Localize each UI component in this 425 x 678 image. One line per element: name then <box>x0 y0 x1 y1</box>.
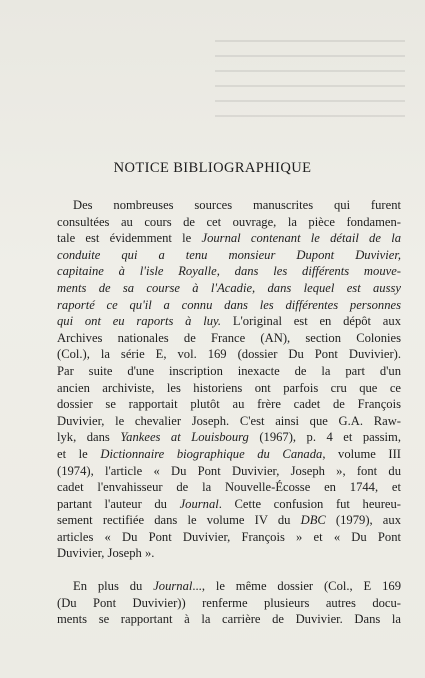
text-line: (1974), l'article « Du Pont Duvivier, Joseph », font du <box>57 463 401 478</box>
text-line: cadet l'envahisseur de la Nouvelle-Écosse en 1744, et <box>57 480 401 495</box>
show-through-text <box>215 40 405 130</box>
text-line: dossier se rapportait plutôt au frère cadet de François <box>57 397 401 412</box>
text-line: Des nombreuses sources manuscrites qui furent <box>73 198 401 212</box>
text-line: En plus du Journal..., le même dossier (Col., E 169 <box>73 579 401 594</box>
body-text <box>57 197 401 628</box>
text-line: raporté ce qu'il a connu dans les différentes personnes <box>57 297 401 312</box>
text-line: lyk, dans Yankees at Louisbourg (1967), p. 4 et passim, <box>57 430 401 445</box>
text-line: Archives nationales de France (AN), section Colonies <box>57 330 401 345</box>
text-line: et le Dictionnaire biographique du Canada, volume III <box>57 446 401 461</box>
text-line: Duvivier, le chevalier Joseph. C'est ainsi que G.A. Raw- <box>57 413 401 428</box>
text-line: conduite qui a tenu monsieur Dupont Duvivier, <box>57 247 401 262</box>
text-line: (Col.), la série E, vol. 169 (dossier Du Pont Duvivier). <box>57 347 401 362</box>
text-line: articles « Du Pont Duvivier, François » et « Du Pont <box>57 529 401 544</box>
text-line: ments se rapportant à la carrière de Duvivier. Dans la <box>57 612 401 627</box>
text-line: qui ont eu raports à luy. L'original est en dépôt aux <box>57 314 401 329</box>
paragraph-gap <box>57 562 401 578</box>
text-line: partant l'auteur du Journal. Cette confusion fut heureu- <box>57 496 401 511</box>
text-line: consultées au cours de cet ouvrage, la pièce fondamen- <box>57 214 401 229</box>
text-line: capitaine à l'isle Royalle, dans les différents mouve- <box>57 264 401 279</box>
text-line: sement rectifiée dans le volume IV du DBC (1979), aux <box>57 513 401 528</box>
text-line: Par suite d'une inscription inexacte de la part d'un <box>57 363 401 378</box>
text-line: (Du Pont Duvivier)) renferme plusieurs autres docu- <box>57 595 401 610</box>
text-line: Duvivier, Joseph ». <box>57 546 155 561</box>
text-line: ancien archiviste, les historiens ont parfois cru que ce <box>57 380 401 395</box>
text-line: ments de sa course à l'Acadie, dans lequel est aussy <box>57 280 401 295</box>
page-title: NOTICE BIBLIOGRAPHIQUE <box>113 160 312 176</box>
text-line: tale est évidemment le Journal contenant le détail de la <box>57 231 401 246</box>
